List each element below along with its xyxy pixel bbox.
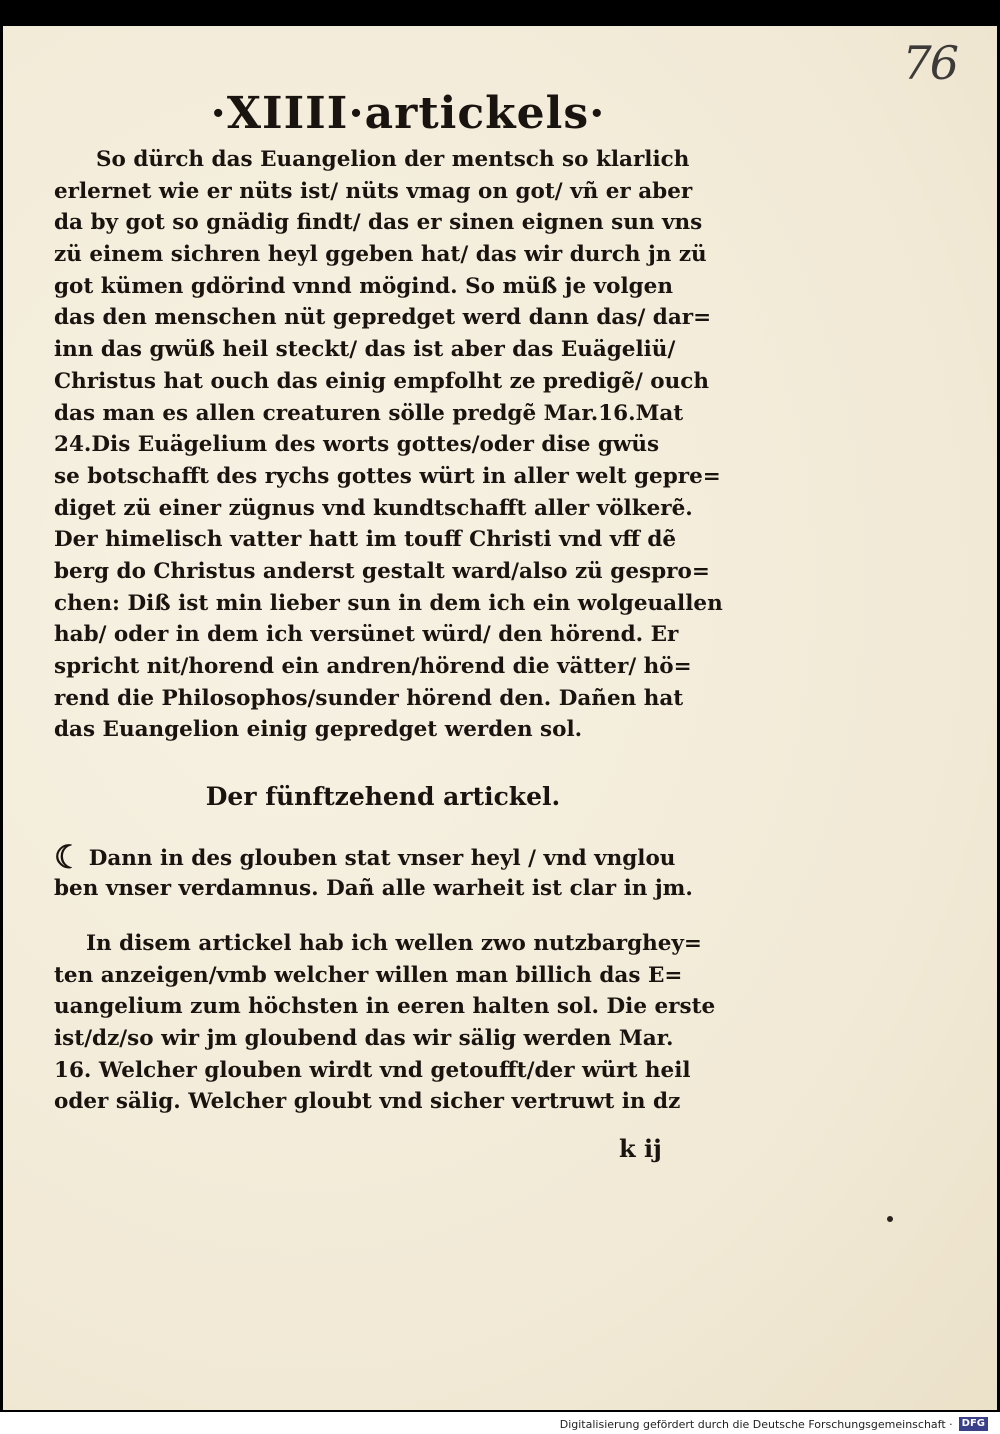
text-line: da by got so gnädig findt/ das er sinen eignen sun vns: [54, 210, 703, 236]
text-line: Christus hat ouch das einig empfolht ze predigẽ/ ouch: [54, 368, 709, 394]
text-line: Der himelisch vatter hatt im touff Christi vnd vff dẽ: [54, 527, 677, 553]
text-line: berg do Christus anderst gestalt ward/also zü gespro=: [54, 558, 710, 584]
text-line: das den menschen nüt gepredget werd dann das/ dar=: [54, 305, 712, 331]
text-line: chen: Diß ist min lieber sun in dem ich ein wolgeuallen: [54, 590, 723, 616]
ink-spot: [887, 1216, 893, 1222]
digitization-footer: [560, 1414, 988, 1434]
paragraph-2: [54, 928, 720, 1118]
pilcrow-icon: ☾: [54, 838, 83, 876]
footer-text: Digitalisierung gefördert durch die Deutsche Forschungsgemeinschaft ·: [559, 1417, 953, 1431]
text-line: rend die Philosophos/sunder hörend den. Dañen hat: [54, 685, 684, 711]
article-subheading: Der fünftzehend artickel.: [205, 782, 561, 811]
text-line: [54, 838, 720, 876]
text-line: se botschafft des rychs gottes würt in aller welt gepre=: [54, 463, 721, 489]
text-line: ten anzeigen/vmb welcher willen man billich das E=: [54, 962, 683, 988]
signature-mark: k ij: [619, 1134, 662, 1163]
text-line: 16. Welcher glouben wirdt vnd getoufft/der würt heil: [54, 1057, 691, 1083]
book-page: [3, 26, 997, 1410]
text-line: ist/dz/so wir jm gloubend das wir sälig werden Mar.: [54, 1026, 674, 1052]
text-line: erlernet wie er nüts ist/ nüts vmag on got/ vñ er aber: [54, 178, 693, 204]
paragraph-1: [54, 144, 723, 746]
text-line: So dürch das Euangelion der mentsch so klarlich: [96, 147, 690, 172]
text-line: das Euangelion einig gepredget werden sol.: [54, 717, 583, 743]
text-line: spricht nit/horend ein andren/hörend die vätter/ hö=: [54, 654, 692, 679]
text-line-content: Dann in des glouben stat vnser heyl / vnd vnglou: [88, 846, 676, 871]
article-statement: [54, 838, 720, 904]
text-line: inn das gwüß heil steckt/ das ist aber das Euägeliü/: [54, 337, 676, 363]
text-line: das man es allen creaturen sölle predgẽ Mar.16.Mat: [54, 400, 684, 426]
folio-number: 76: [902, 36, 957, 90]
text-line: 24.Dis Euägelium des worts gottes/oder dise gwüs: [54, 432, 660, 458]
text-line: diget zü einer zügnus vnd kundtschafft aller völkerẽ.: [54, 495, 693, 521]
dfg-logo-icon: DFG: [959, 1417, 988, 1431]
text-line: In disem artickel hab ich wellen zwo nutzbarghey=: [86, 931, 702, 956]
text-line: got kümen gdörind vnnd mögind. So müß je volgen: [54, 273, 673, 299]
page-heading: ·XIIII·artickels·: [210, 88, 606, 139]
text-line: hab/ oder in dem ich versünet würd/ den hörend. Er: [54, 622, 679, 648]
text-line: oder sälig. Welcher gloubt vnd sicher vertruwt in dz: [54, 1089, 681, 1115]
text-line: ben vnser verdamnus. Dañ alle warheit ist clar in jm.: [54, 876, 693, 901]
text-line: zü einem sichren heyl ggeben hat/ das wir durch jn zü: [54, 242, 707, 268]
text-line: uangelium zum höchsten in eeren halten sol. Die erste: [54, 994, 716, 1020]
